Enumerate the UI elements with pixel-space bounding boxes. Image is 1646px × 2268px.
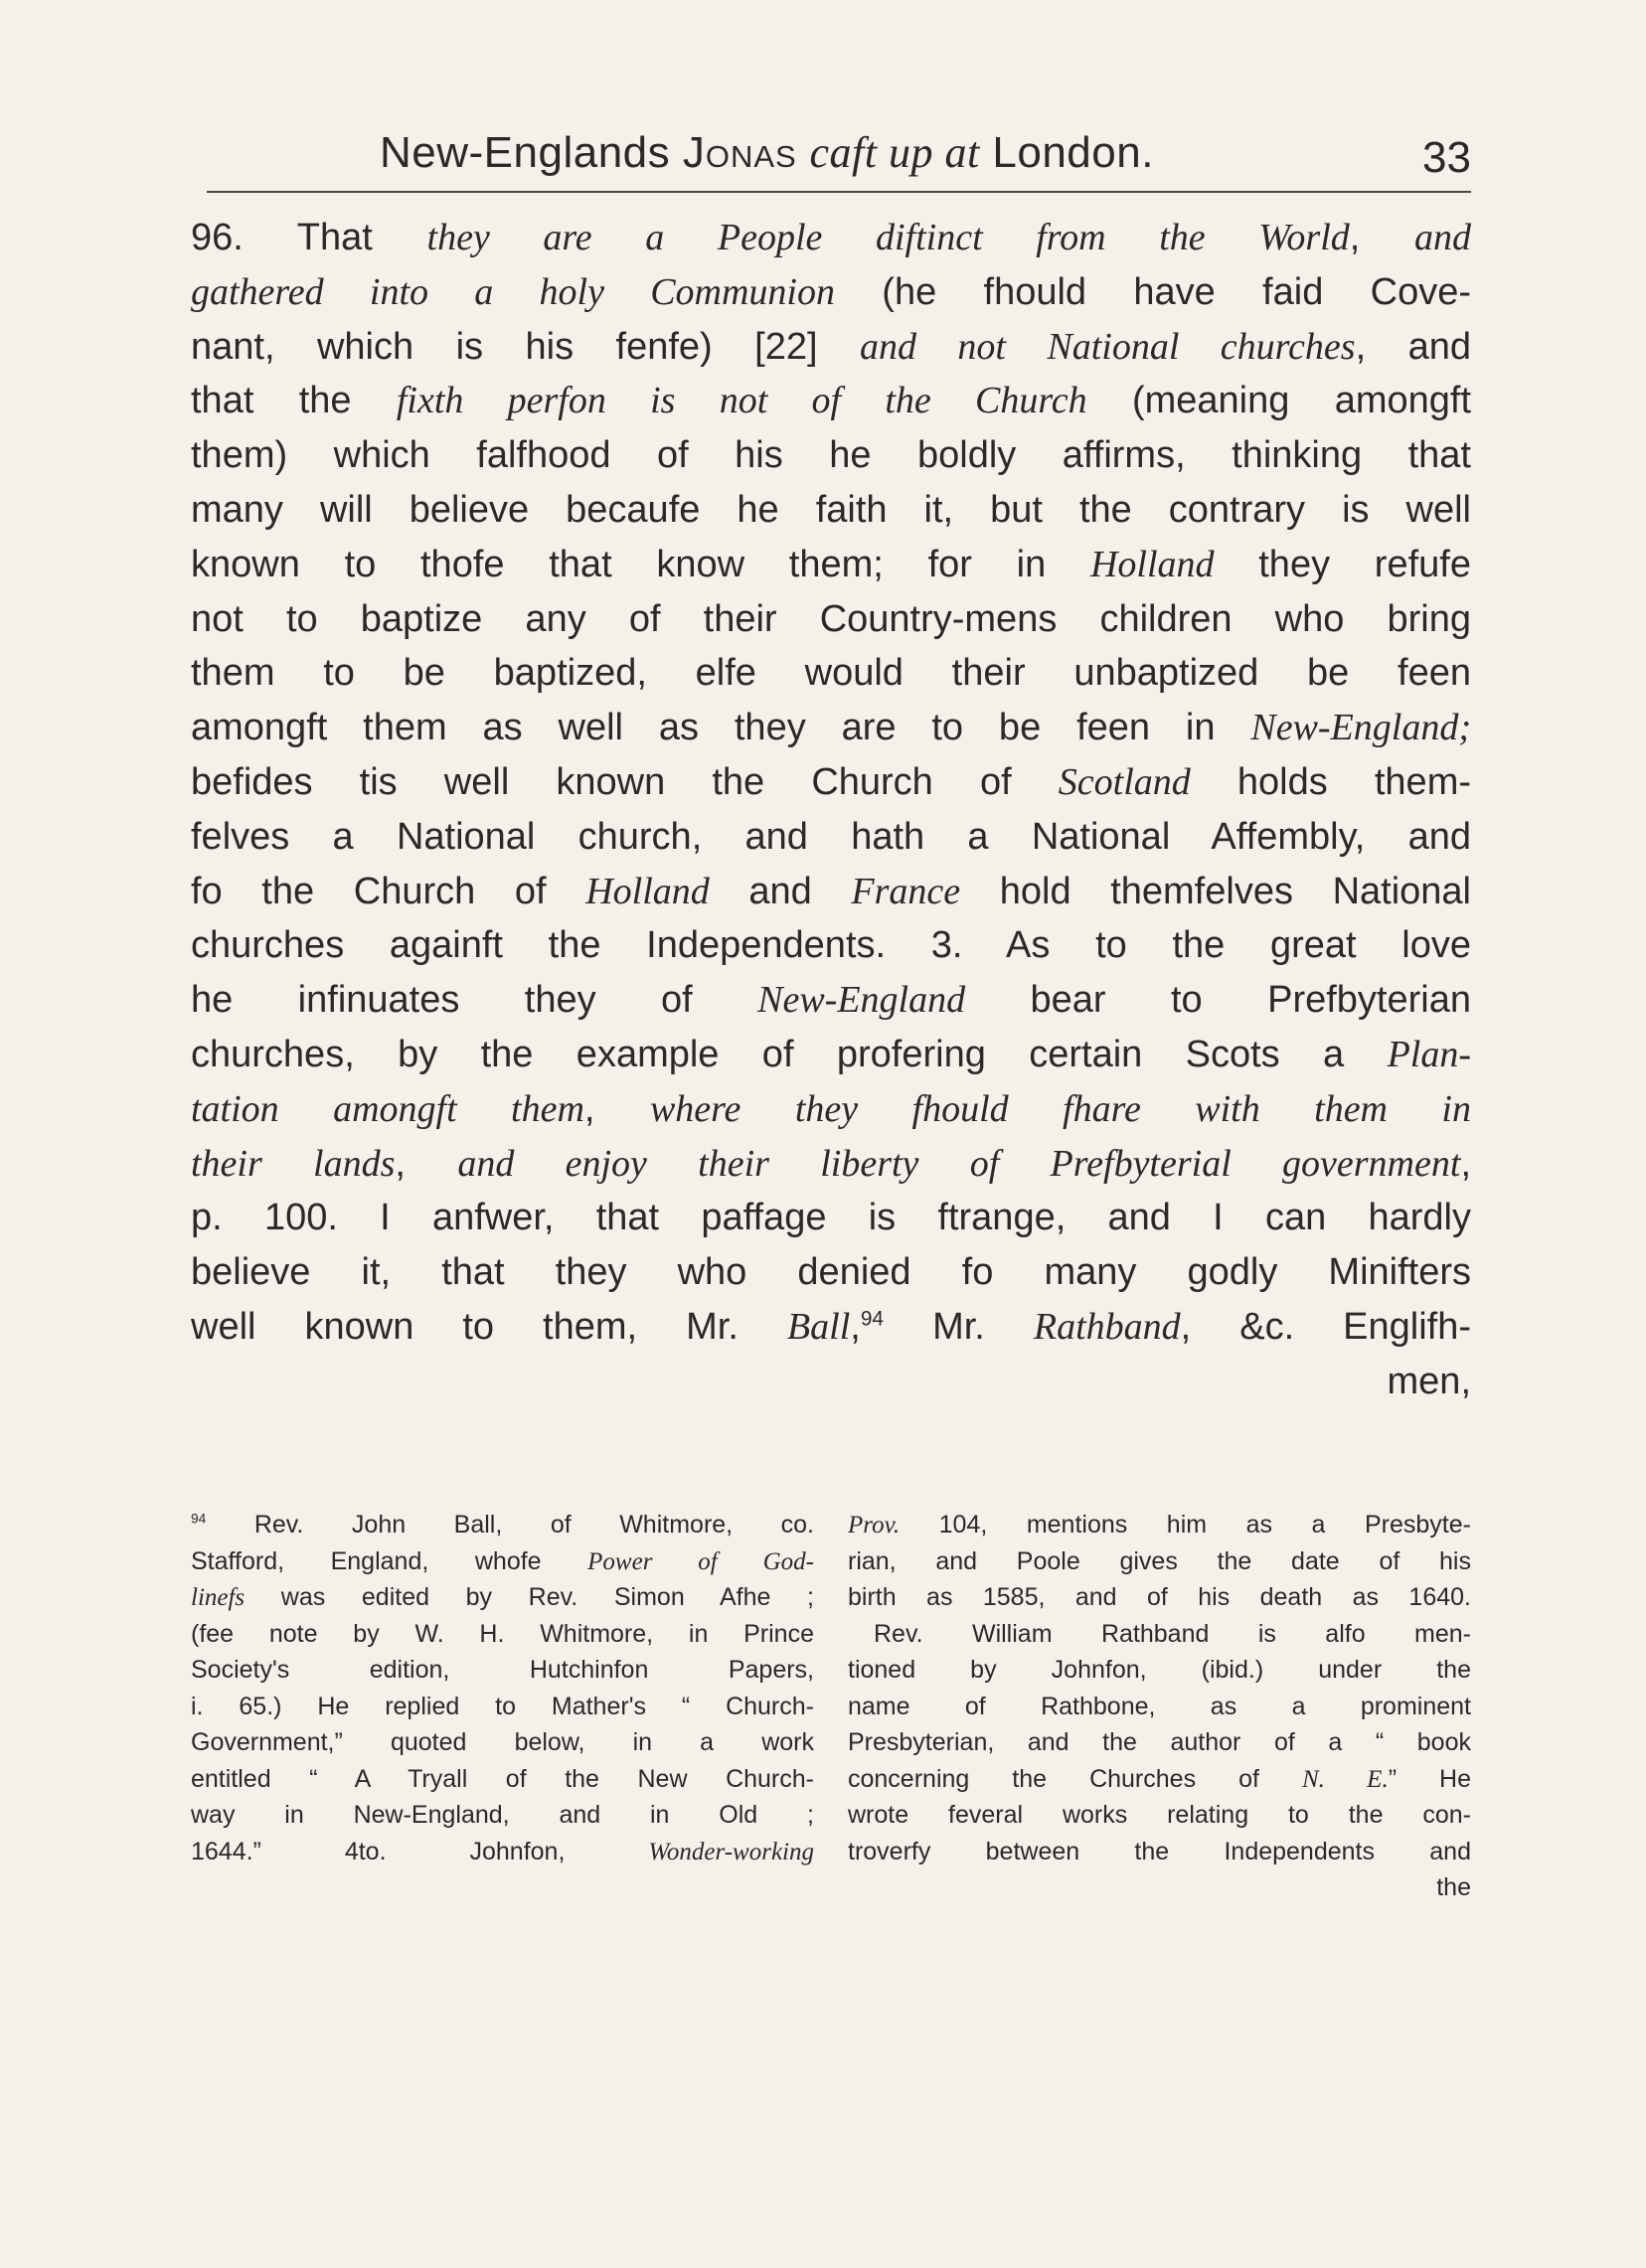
text-run: Rev. John Ball, of Whitmore, co. [206, 1511, 814, 1539]
text-run: troverfy between the Independents and [848, 1837, 1471, 1865]
text-run: 104, mentions him as a Presbyte- [900, 1511, 1471, 1539]
text-run: them) which falfhood of his he boldly affirms, thinking that [191, 434, 1471, 477]
text-run: i. 65.) He replied to Mather's “ Church- [191, 1692, 814, 1720]
footnote-line [848, 1543, 1471, 1580]
text-run: they refufe [1214, 543, 1471, 585]
text-line [191, 1355, 1471, 1409]
text-run: , and [1355, 325, 1471, 368]
italic-text: they are a People diftinct from the World [426, 217, 1350, 258]
text-line [191, 918, 1471, 973]
italic-text: and not National churches [860, 325, 1356, 368]
footnote-line [191, 1579, 814, 1616]
text-line [191, 755, 1471, 810]
italic-text: Wonder-working [648, 1838, 814, 1865]
text-run: (fee note by W. H. Whitmore, in Prince [191, 1619, 814, 1648]
footnote-marker: 94 [860, 1307, 885, 1331]
text-run: tioned by Johnfon, (ibid.) under the [848, 1656, 1471, 1684]
footnote-marker: 94 [191, 1511, 207, 1527]
text-run: , &c. Englifh- [1180, 1305, 1471, 1348]
footnote-line [848, 1797, 1471, 1834]
footnote-line [848, 1869, 1471, 1906]
footnote-line [191, 1507, 814, 1543]
footnote-line [848, 1616, 1471, 1653]
running-head-title [380, 127, 1154, 178]
italic-text: Ball [786, 1305, 851, 1348]
text-run: Rev. William Rathband is alfo men- [874, 1619, 1471, 1648]
text-run: was edited by Rev. Simon Afhe ; [245, 1583, 814, 1611]
italic-text: New-England [757, 979, 966, 1022]
text-line [191, 973, 1471, 1028]
italic-text: tation amongft them [191, 1087, 584, 1130]
text-run: Government,” quoted below, in a work [191, 1728, 814, 1756]
text-line [191, 320, 1471, 375]
text-run: 96. That [191, 217, 427, 258]
italic-text: fixth perfon is not of the Church [396, 380, 1087, 422]
footnote-line [191, 1834, 814, 1870]
text-line [191, 265, 1471, 320]
italic-text: Holland [1089, 543, 1215, 585]
text-line [191, 646, 1471, 701]
text-run: befides tis well known the Church of [191, 760, 1059, 803]
text-run: Society's edition, Hutchinfon Papers, [191, 1656, 814, 1684]
text-run: many will believe becaufe he faith it, but the contrary is well [191, 488, 1471, 531]
text-run: and [709, 870, 852, 912]
text-line [191, 1137, 1471, 1192]
footnote-line [848, 1689, 1471, 1725]
text-run: felves a National church, and hath a National Affembly, and [191, 815, 1471, 858]
text-run: , [395, 1142, 458, 1185]
text-run: well known to them, Mr. [191, 1305, 787, 1348]
text-run: he infinuates they of [191, 979, 758, 1022]
text-run: amongft them as well as they are to be feen in [191, 707, 1251, 749]
text-line [191, 211, 1471, 265]
text-run: , [1460, 1142, 1471, 1185]
text-run: p. 100. I anfwer, that paffage is ftrange, and I can hardly [191, 1197, 1471, 1239]
text-run: rian, and Poole gives the date of his [848, 1546, 1471, 1575]
italic-text: Rathband [1033, 1305, 1181, 1348]
running-head-title-part: New-Englands [380, 128, 683, 177]
footnote-line [848, 1834, 1471, 1870]
footnote-line [848, 1724, 1471, 1761]
italic-text: where they fhould fhare with them in [649, 1087, 1471, 1130]
text-line [191, 1300, 1471, 1355]
text-run: that the [191, 380, 397, 422]
footnote-line [191, 1797, 814, 1834]
italic-text: Power of God- [587, 1547, 814, 1575]
italic-text: Scotland [1058, 760, 1191, 803]
text-run: bear to Prefbyterian [965, 979, 1471, 1022]
footnote-line [191, 1652, 814, 1689]
italic-text: linefs [191, 1584, 246, 1611]
text-run: known to thofe that know them; for in [191, 543, 1090, 585]
text-run: birth as 1585, and of his death as 1640. [848, 1583, 1471, 1611]
page-number: 33 [1422, 133, 1471, 182]
text-run: , [583, 1087, 650, 1130]
text-run: hold themfelves National [960, 870, 1471, 912]
text-run: concerning the Churches of [848, 1764, 1302, 1793]
text-run: , [850, 1305, 861, 1348]
italic-text: N. E. [1301, 1765, 1389, 1793]
main-text-block [191, 211, 1471, 1409]
text-run: (meaning amongft [1086, 380, 1471, 422]
text-run: men, [1387, 1360, 1471, 1402]
running-head [207, 117, 1471, 193]
footnote-line [848, 1507, 1471, 1543]
text-run: churches againft the Independents. 3. As to the great love [191, 924, 1471, 967]
text-run: name of Rathbone, as a prominent [848, 1692, 1471, 1720]
text-line [191, 1245, 1471, 1300]
text-line [191, 810, 1471, 865]
text-run: Mr. [884, 1305, 1034, 1348]
text-line [191, 483, 1471, 538]
italic-text: Prov. [848, 1512, 901, 1539]
text-line [191, 1028, 1471, 1082]
italic-text: Holland [585, 870, 710, 912]
footnote-line [191, 1689, 814, 1725]
text-run: churches, by the example of profering certain Scots a [191, 1033, 1388, 1075]
text-run: ” He [1388, 1764, 1471, 1793]
footnote-line [191, 1724, 814, 1761]
text-run: (he fhould have faid Cove- [834, 270, 1471, 313]
text-run: way in New-England, and in Old ; [191, 1801, 814, 1829]
running-head-title-smallcaps: Jonas [682, 128, 797, 177]
text-line [191, 1082, 1471, 1137]
footnote-line [191, 1761, 814, 1798]
footnote-line [848, 1761, 1471, 1798]
running-head-title-italic: caft up at [809, 128, 980, 177]
running-head-title-part: London. [979, 128, 1154, 177]
text-run: nant, which is his fenfe) [22] [191, 325, 861, 368]
italic-text: France [851, 870, 961, 912]
text-run: wrote feveral works relating to the con- [848, 1801, 1471, 1829]
footnote-line [848, 1579, 1471, 1616]
text-line [191, 374, 1471, 428]
text-line [191, 538, 1471, 592]
text-run: Stafford, England, whofe [191, 1546, 588, 1575]
text-line [191, 865, 1471, 919]
text-run: entitled “ A Tryall of the New Church- [191, 1764, 814, 1793]
text-line [191, 428, 1471, 483]
footnote-column-left [191, 1507, 814, 1906]
text-run: believe it, that they who denied fo many godly Minifters [191, 1251, 1471, 1294]
italic-text: their lands [191, 1142, 396, 1185]
text-line [191, 592, 1471, 647]
text-line [191, 701, 1471, 755]
footnote-line [191, 1616, 814, 1653]
text-run: the [1436, 1873, 1471, 1901]
italic-text: and enjoy their liberty of Prefbyterial government [457, 1142, 1461, 1185]
text-run: 1644.” 4to. Johnfon, [191, 1837, 649, 1865]
footnote-line [848, 1652, 1471, 1689]
text-run: fo the Church of [191, 870, 586, 912]
text-run: not to baptize any of their Country-mens children who bring [191, 597, 1471, 640]
text-line [191, 1191, 1471, 1245]
italic-text: New-England; [1250, 707, 1471, 749]
italic-text: Plan- [1387, 1033, 1471, 1075]
footnotes [191, 1507, 1471, 1906]
text-run: holds them- [1190, 760, 1471, 803]
footnote-line [191, 1543, 814, 1580]
text-run: , [1349, 217, 1414, 258]
text-run: them to be baptized, elfe would their unbaptized be feen [191, 652, 1471, 695]
italic-text: and [1414, 217, 1471, 258]
italic-text: gathered into a holy Communion [191, 270, 835, 313]
text-run: Presbyterian, and the author of a “ book [848, 1728, 1471, 1756]
footnote-column-right [848, 1507, 1471, 1906]
